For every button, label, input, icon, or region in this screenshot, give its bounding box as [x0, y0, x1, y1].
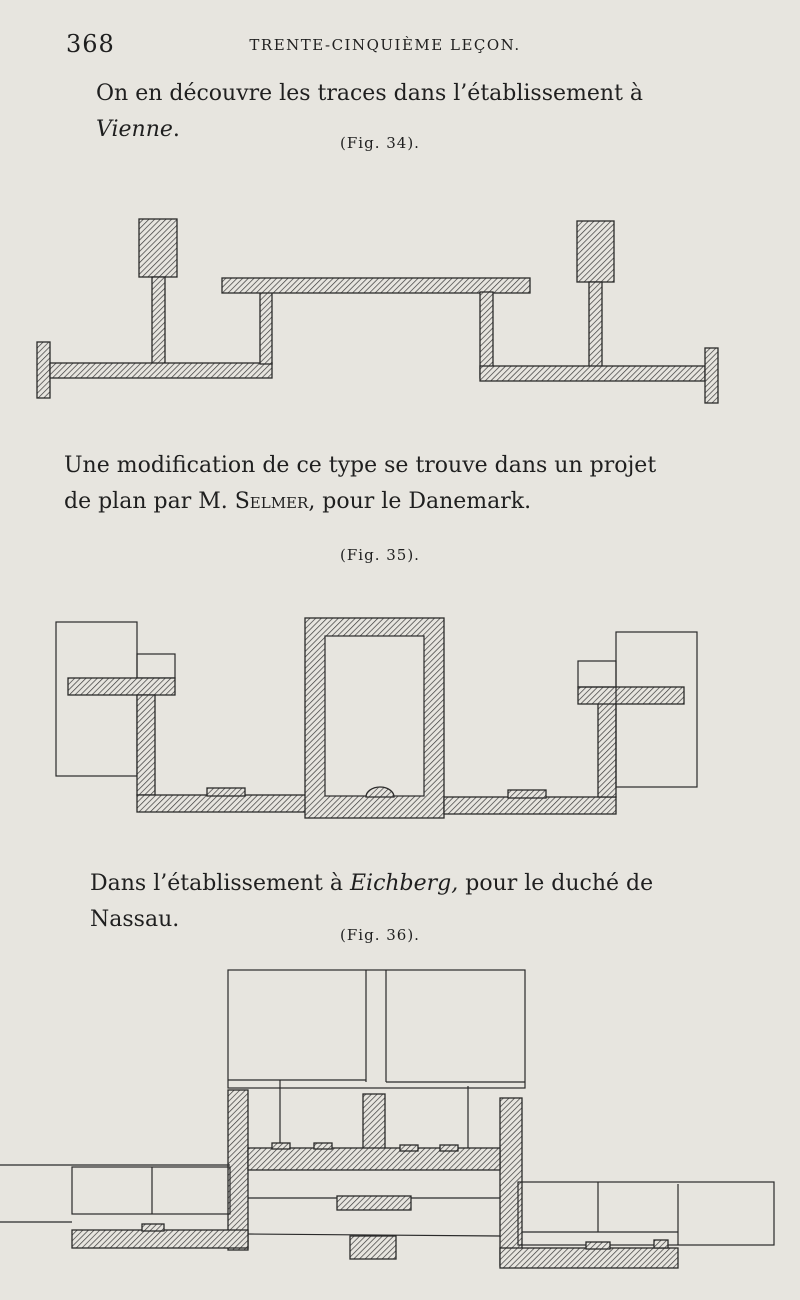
figure-34-caption: (Fig. 34).: [340, 134, 420, 152]
paragraph-text: Dans l’établissement à: [90, 871, 350, 896]
author-name: Selmer: [234, 489, 309, 514]
paragraph-end: pour le duché de Nassau.: [90, 871, 654, 932]
figure-35-plan: [56, 618, 697, 818]
figure-35-caption: (Fig. 35).: [340, 546, 420, 564]
figure-36-plan: [0, 970, 774, 1268]
paragraph-text: de plan par M.: [64, 489, 235, 514]
running-head: TRENTE-CINQUIÈME LEÇON.: [249, 36, 521, 54]
paragraph-end: , pour le Danemark.: [308, 489, 532, 514]
page-number: 368: [66, 30, 115, 58]
paragraph-end: .: [172, 117, 180, 142]
figure-36-caption: (Fig. 36).: [340, 926, 420, 944]
place-name: Eichberg,: [349, 871, 459, 896]
paragraph-line: Une modification de ce type se trouve dans un projet: [64, 453, 657, 478]
paragraph-text: On en découvre les traces dans l’établissement à: [96, 81, 644, 106]
figure-34-plan: [37, 219, 718, 403]
place-name: Vienne: [96, 117, 173, 142]
